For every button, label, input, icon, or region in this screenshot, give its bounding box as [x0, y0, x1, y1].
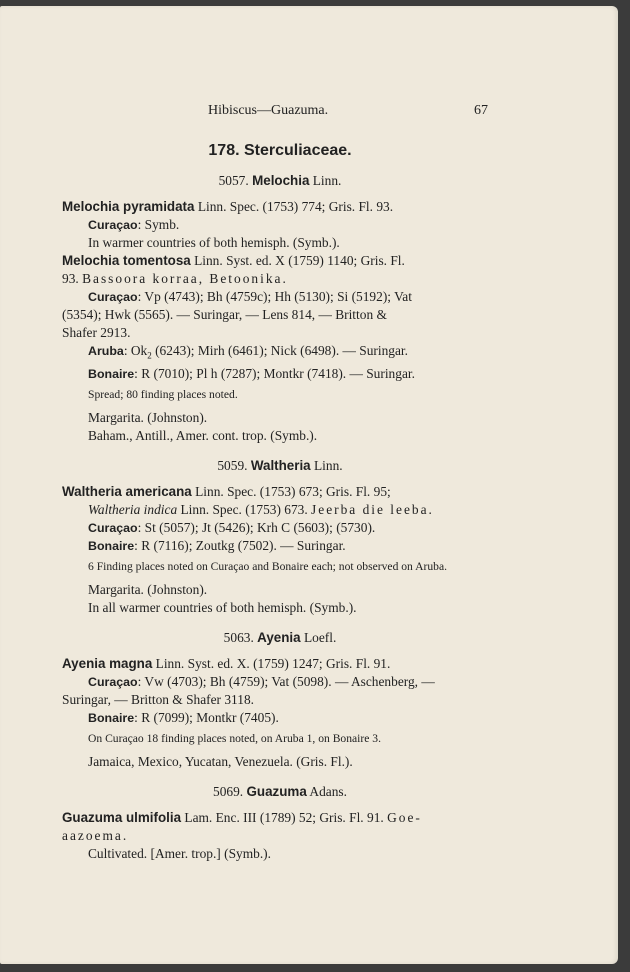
page-number: 67	[474, 103, 488, 118]
locality-bonaire: Bonaire: R (7010); Pl h (7287); Montkr (7418). — Suringar.	[88, 365, 415, 381]
distribution: Cultivated. [Amer. trop.] (Symb.).	[88, 845, 271, 861]
locality-curacao: Curaçao: Symb.	[88, 217, 180, 232]
distribution: Margarita. (Johnston).	[88, 581, 208, 597]
locality-continued: Shafer 2913.	[62, 325, 131, 340]
genus-heading-guazuma: 5069. Guazuma Adans.	[213, 783, 347, 799]
running-title: Hibiscus—Guazuma.	[208, 103, 329, 118]
locality-curacao: Curaçao: Vw (4703); Bh (4759); Vat (5098). — Aschenberg, —	[88, 673, 435, 689]
vernacular-line: 93. Bassoora korraa, Betoonika.	[62, 271, 288, 286]
distribution: In warmer countries of both hemisph. (Symb.).	[88, 235, 340, 250]
genus-heading-waltheria: 5059. Waltheria Linn.	[217, 457, 343, 473]
locality-curacao: Curaçao: Vp (4743); Bh (4759c); Hh (5130); Si (5192); Vat	[88, 289, 412, 304]
locality-aruba: Aruba: $Ok_2$ (6243); Mirh (6461); Nick (6498). — Suringar.	[88, 343, 408, 361]
locality-curacao: Curaçao: St (5057); Jt (5426); Krh C (5603); (5730).	[88, 519, 376, 535]
finding-note: On Curaçao 18 finding places noted, on Aruba 1, on Bonaire 3.	[88, 731, 381, 745]
species-entry: Melochia pyramidata Linn. Spec. (1753) 774; Gris. Fl. 93.	[62, 199, 394, 214]
genus-heading-ayenia: 5063. Ayenia Loefl.	[223, 629, 337, 645]
locality-bonaire: Bonaire: R (7116); Zoutkg (7502). — Suringar.	[88, 537, 346, 553]
distribution: Jamaica, Mexico, Yucatan, Venezuela. (Gris. Fl.).	[88, 753, 353, 769]
running-header	[208, 102, 498, 120]
synonym-line: Waltheria indica Linn. Spec. (1753) 673. Jeerba die leeba.	[88, 501, 434, 517]
book-page	[0, 6, 618, 964]
distribution: In all warmer countries of both hemisph. (Symb.).	[88, 599, 357, 615]
distribution: Baham., Antill., Amer. cont. trop. (Symb.).	[88, 427, 318, 443]
species-entry: Guazuma ulmifolia Lam. Enc. III (1789) 52; Gris. Fl. 91. Goe-	[62, 809, 422, 825]
species-entry: Melochia tomentosa Linn. Syst. ed. X (1759) 1140; Gris. Fl.	[62, 253, 405, 268]
finding-note: Spread; 80 finding places noted.	[88, 387, 238, 401]
species-entry: Waltheria americana Linn. Spec. (1753) 673; Gris. Fl. 95;	[62, 483, 391, 499]
vernacular-line: aazoema.	[62, 827, 129, 843]
distribution: Margarita. (Johnston).	[88, 409, 208, 425]
species-entry: Ayenia magna Linn. Syst. ed. X. (1759) 1247; Gris. Fl. 91.	[62, 655, 391, 671]
locality-bonaire: Bonaire: R (7099); Montkr (7405).	[88, 709, 279, 725]
genus-heading-melochia: 5057. Melochia Linn.	[218, 173, 342, 188]
locality-continued: (5354); Hwk (5565). — Suringar, — Lens 814, — Britton &	[62, 307, 387, 322]
finding-note: 6 Finding places noted on Curaçao and Bonaire each; not observed on Aruba.	[88, 559, 447, 573]
page-content	[62, 102, 498, 863]
family-heading: 178. Sterculiaceae.	[208, 142, 352, 159]
locality-continued: Suringar, — Britton & Shafer 3118.	[62, 691, 254, 707]
